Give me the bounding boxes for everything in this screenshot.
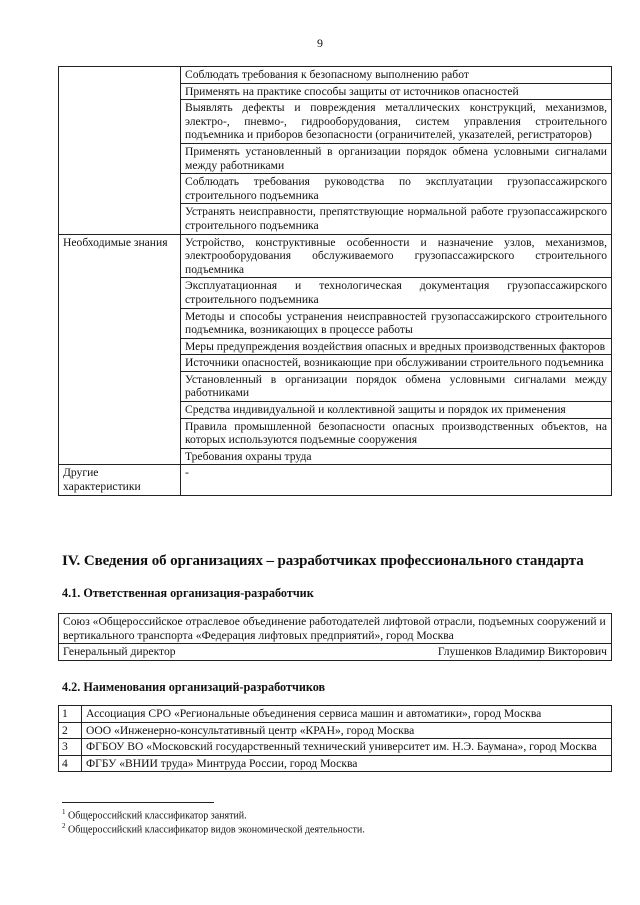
table-cell: Требования охраны труда [181, 448, 612, 465]
page-number: 9 [317, 36, 323, 50]
row-number: 2 [59, 722, 82, 739]
table-row [59, 739, 612, 756]
table-cell: Устранять неисправности, препятствующие нормальной работе грузопассажирского строительного подъемника [181, 204, 612, 234]
footnote-1 [62, 808, 247, 821]
table-cell: Устройство, конструктивные особенности и назначение узлов, механизмов, электрооборудования обслуживаемого грузопассажирского строительного подъемника [181, 234, 612, 278]
category-cell-other: Другие характеристики [59, 465, 181, 495]
footnote-text: Общероссийский классификатор занятий. [65, 810, 247, 822]
table-cell: Соблюдать требования к безопасному выполнению работ [181, 67, 612, 84]
subsection-heading-developers: 4.2. Наименования организаций-разработчиков [62, 680, 326, 694]
developer-name: Ассоциация СРО «Региональные объединения сервиса машин и автоматики», город Москва [82, 706, 612, 723]
table-row [59, 465, 612, 495]
table-cell: Правила промышленной безопасности опасных производственных объектов, на которых используются подъемные сооружения [181, 418, 612, 448]
table-row [59, 722, 612, 739]
table-row [59, 614, 612, 644]
table-row [59, 706, 612, 723]
table-cell: Средства индивидуальной и коллективной защиты и порядок их применения [181, 402, 612, 419]
table-cell: Установленный в организации порядок обмена условными сигналами между работниками [181, 371, 612, 401]
row-number: 4 [59, 755, 82, 772]
table-cell: Применять на практике способы защиты от источников опасностей [181, 83, 612, 100]
footnote-mark: 1 [62, 808, 66, 816]
table-cell: - [181, 465, 612, 495]
director-label: Генеральный директор [63, 645, 176, 659]
table-row [59, 67, 612, 84]
table-row [59, 755, 612, 772]
table-cell: Применять установленный в организации порядок обмена условными сигналами между работниками [181, 143, 612, 173]
subsection-heading-responsible: 4.1. Ответственная организация-разработчик [62, 586, 314, 600]
skills-knowledge-table [58, 66, 612, 496]
director-cell [59, 644, 612, 661]
table-cell: Эксплуатационная и технологическая документация грузопассажирского строительного подъемника [181, 278, 612, 308]
category-cell-knowledge: Необходимые знания [59, 234, 181, 465]
category-cell-skills [59, 67, 181, 235]
table-cell: Выявлять дефекты и повреждения металлических конструкций, механизмов, электро-, пневмо-, гидрооборудования, систем управления строительного подъемника и приборов безопасности (ограничителей, указателей, регистраторов) [181, 100, 612, 144]
table-cell: Соблюдать требования руководства по эксплуатации грузопассажирского строительного подъемника [181, 174, 612, 204]
section-heading: IV. Сведения об организациях – разработчиках профессионального стандарта [62, 553, 584, 569]
table-row [59, 644, 612, 661]
responsible-org-cell: Союз «Общероссийское отраслевое объединение работодателей лифтовой отрасли, подъемных сооружений и вертикального транспорта «Федерация лифтовых предприятий», город Москва [59, 614, 612, 644]
table-cell: Источники опасностей, возникающие при обслуживании строительного подъемника [181, 355, 612, 372]
row-number: 3 [59, 739, 82, 756]
developers-table [58, 705, 612, 772]
developer-name: ФГБОУ ВО «Московский государственный технический университет им. Н.Э. Баумана», город Москва [82, 739, 612, 756]
developer-name: ФГБУ «ВНИИ труда» Минтруда России, город Москва [82, 755, 612, 772]
responsible-org-table [58, 613, 612, 661]
table-cell: Меры предупреждения воздействия опасных и вредных производственных факторов [181, 338, 612, 355]
director-name: Глушенков Владимир Викторович [437, 645, 607, 659]
table-row [59, 234, 612, 278]
developer-name: ООО «Инженерно-консультативный центр «КРАН», город Москва [82, 722, 612, 739]
footnote-mark: 2 [62, 822, 66, 830]
table-cell: Методы и способы устранения неисправностей грузопассажирского строительного подъемника, возникающих в процессе работы [181, 308, 612, 338]
row-number: 1 [59, 706, 82, 723]
footnote-divider [62, 802, 214, 803]
footnote-2 [62, 822, 365, 835]
footnote-text: Общероссийский классификатор видов экономической деятельности. [65, 824, 365, 836]
